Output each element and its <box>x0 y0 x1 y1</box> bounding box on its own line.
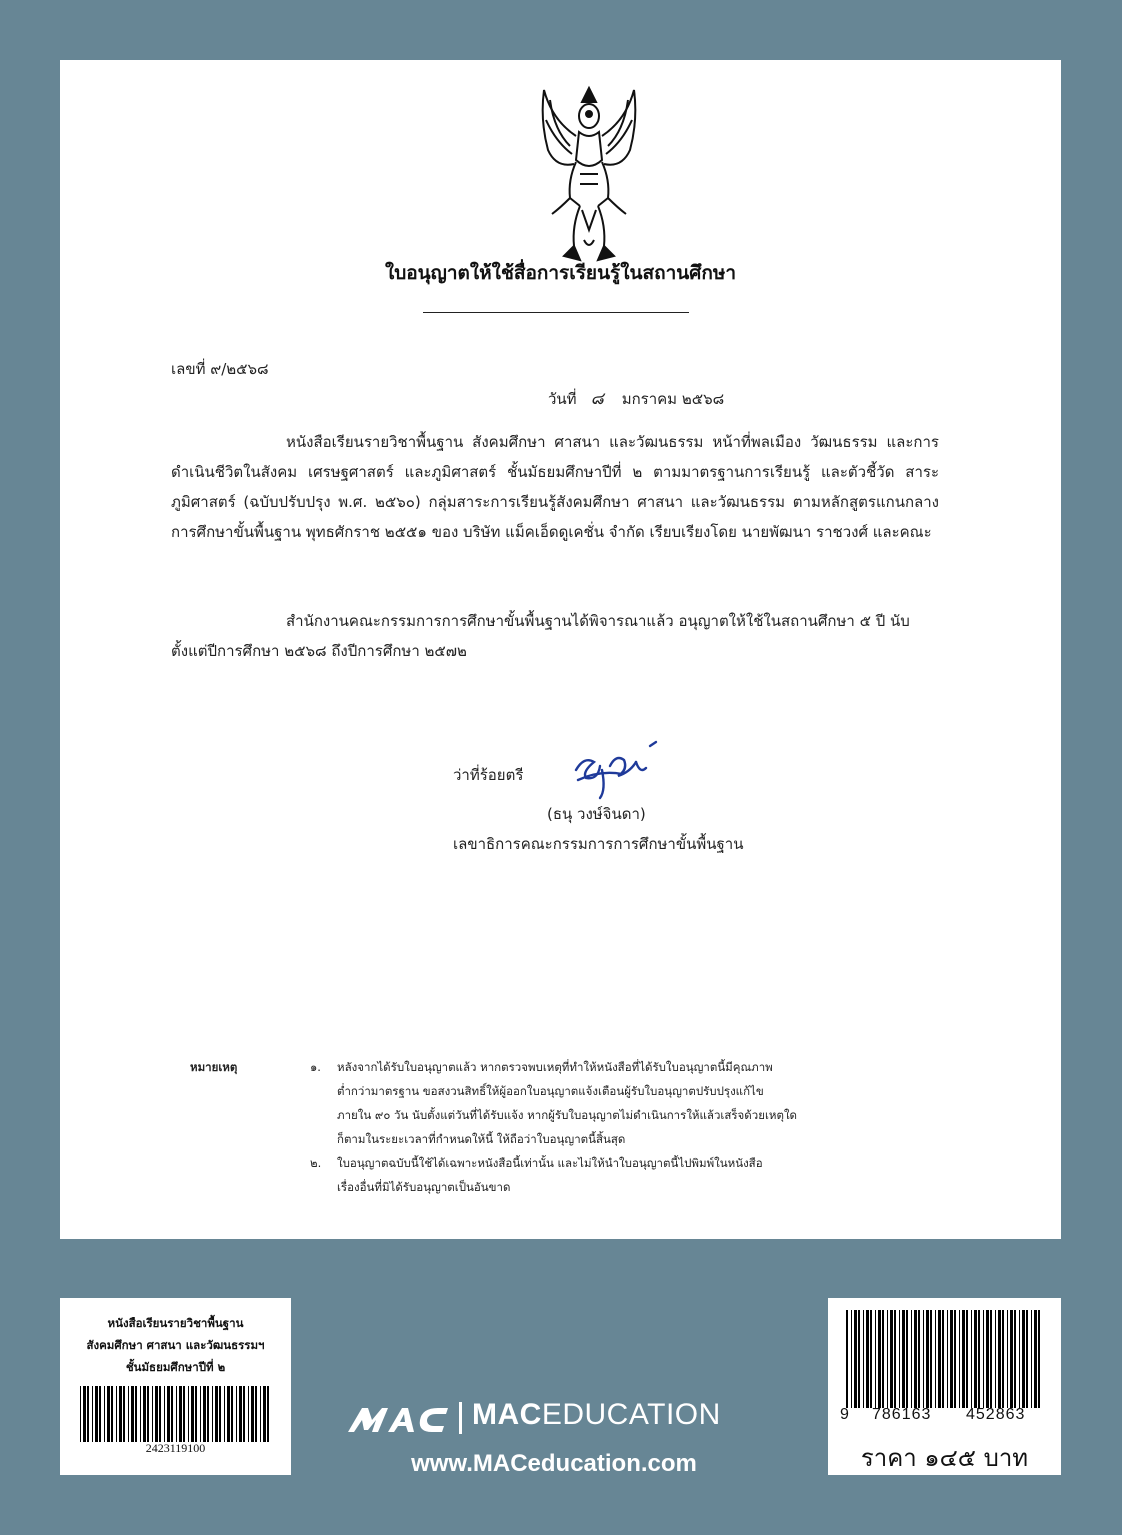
barcode-bar <box>902 1310 905 1408</box>
barcode-bar <box>846 1310 848 1408</box>
barcode-bar <box>152 1386 153 1442</box>
book-label <box>60 1298 291 1475</box>
barcode-bar <box>959 1310 960 1408</box>
signer-position: เลขาธิการคณะกรรมการการศึกษาขั้นพื้นฐาน <box>453 835 744 853</box>
barcode-bar <box>899 1310 900 1408</box>
barcode-bar <box>914 1310 917 1408</box>
barcode-bar <box>918 1310 920 1408</box>
barcode-bar <box>179 1386 182 1442</box>
barcode-bar <box>930 1310 932 1408</box>
barcode-bar <box>155 1386 158 1442</box>
barcode-bar <box>894 1310 896 1408</box>
barcode-bar <box>863 1310 864 1408</box>
barcode-bar <box>183 1386 185 1442</box>
barcode-bar <box>858 1310 860 1408</box>
barcode-bar <box>1002 1310 1004 1408</box>
barcode-bar <box>107 1386 110 1442</box>
barcode-bar <box>942 1310 944 1408</box>
barcode-bar <box>978 1310 980 1408</box>
barcode-bar <box>188 1386 189 1442</box>
barcode-bar <box>923 1310 924 1408</box>
barcode-bar <box>866 1310 869 1408</box>
barcode-bar <box>906 1310 908 1408</box>
barcode-bar <box>882 1310 884 1408</box>
barcode-bar <box>851 1310 852 1408</box>
barcode-bar <box>962 1310 965 1408</box>
date-prefix: วันที่ <box>548 390 577 408</box>
document-date <box>548 385 724 412</box>
isbn-digit-group-2: 452863 <box>966 1406 1026 1423</box>
note-line: ก็ตามในระยะเวลาที่กำหนดให้นี้ ให้ถือว่าใบอนุญาตนี้สิ้นสุด <box>337 1132 626 1146</box>
notes-label: หมายเหตุ <box>190 1060 238 1074</box>
garuda-emblem <box>530 80 648 270</box>
isbn-barcode-box <box>828 1298 1061 1475</box>
barcode-bar <box>164 1386 165 1442</box>
signer-rank: ว่าที่ร้อยตรี <box>453 766 524 784</box>
barcode-bar <box>947 1310 948 1408</box>
document-title: ใบอนุญาตให้ใช้สื่อการเรียนรู้ในสถานศึกษา <box>384 262 737 284</box>
barcode-bar <box>236 1386 237 1442</box>
barcode-bar <box>135 1386 137 1442</box>
price-label: ราคา ๑๔๕ บาท <box>860 1444 1029 1472</box>
barcode-bar <box>875 1310 876 1408</box>
barcode-bar <box>248 1386 249 1442</box>
barcode-bar <box>95 1386 98 1442</box>
barcode-bar <box>1034 1310 1037 1408</box>
note-number: ๒. <box>310 1156 322 1170</box>
book-code-barcode <box>78 1386 273 1442</box>
barcode-bar <box>119 1386 122 1442</box>
barcode-bar <box>104 1386 105 1442</box>
note-number: ๑. <box>310 1060 321 1074</box>
barcode-bar <box>231 1386 233 1442</box>
barcode-bar <box>1031 1310 1032 1408</box>
barcode-bar <box>251 1386 254 1442</box>
barcode-bar <box>176 1386 177 1442</box>
barcode-bar <box>887 1310 888 1408</box>
barcode-bar <box>219 1386 221 1442</box>
barcode-bar <box>255 1386 257 1442</box>
mac-logo <box>348 1404 450 1434</box>
date-rest: มกราคม ๒๕๖๘ <box>621 390 725 408</box>
document-number: เลขที่ ๙/๒๕๖๘ <box>171 360 269 378</box>
barcode-bar <box>131 1386 134 1442</box>
barcode-bar <box>207 1386 209 1442</box>
barcode-bar <box>111 1386 113 1442</box>
signature <box>570 740 662 802</box>
barcode-bar <box>1022 1310 1025 1408</box>
brand-name: MACEDUCATION <box>472 1398 721 1431</box>
barcode-bar <box>203 1386 206 1442</box>
barcode-bar <box>878 1310 881 1408</box>
barcode-bar <box>224 1386 225 1442</box>
barcode-bar <box>263 1386 266 1442</box>
isbn-barcode <box>844 1310 1044 1408</box>
barcode-bar <box>995 1310 996 1408</box>
barcode-bar <box>99 1386 101 1442</box>
barcode-bar <box>983 1310 984 1408</box>
barcode-bar <box>1010 1310 1013 1408</box>
barcode-bar <box>167 1386 170 1442</box>
barcode-bar <box>854 1310 857 1408</box>
barcode-bar <box>926 1310 929 1408</box>
barcode-bar <box>159 1386 161 1442</box>
barcode-bar <box>83 1386 86 1442</box>
body-paragraph-1: หนังสือเรียนรายวิชาพื้นฐาน สังคมศึกษา ศาสนา และวัฒนธรรม หน้าที่พลเมือง วัฒนธรรม และการดำเนินชีวิตในสังคม เศรษฐศาสตร์ และภูมิศาสตร์ ชั้นมัธยมศึกษาปีที่ ๒ ตามมาตรฐานการเรียนรู้ และตัวชี้วัด สาระภูมิศาสตร์ (ฉบับปรับปรุง พ.ศ. ๒๕๖๐) กลุ่มสาระการเรียนรู้สังคมศึกษา ศาสนา และวัฒนธรรม ตามหลักสูตรแกนกลางการศึกษาขั้นพื้นฐาน พุทธศักราช ๒๕๕๑ ของ บริษัท แม็คเอ็ดดูเคชั่น จำกัด เรียบเรียงโดย นายพัฒนา ราชวงศ์ และคณะ <box>171 433 939 541</box>
publisher-brand <box>348 1398 768 1442</box>
note-line: ภายใน ๙๐ วัน นับตั้งแต่วันที่ได้รับแจ้ง หากผู้รับใบอนุญาตไม่ดำเนินการให้แล้วเสร็จด้วยเหตุใด <box>337 1108 798 1122</box>
note-line: ต่ำกว่ามาตรฐาน ขอสงวนสิทธิ์ให้ผู้ออกใบอนุญาตแจ้งเตือนผู้รับใบอนุญาตปรับปรุงแก้ไข <box>337 1084 764 1098</box>
barcode-bar <box>1026 1310 1028 1408</box>
barcode-bar <box>954 1310 956 1408</box>
barcode-bar <box>938 1310 941 1408</box>
barcode-bar <box>140 1386 141 1442</box>
date-day: ๘ <box>590 389 604 409</box>
barcode-bar <box>227 1386 230 1442</box>
barcode-bar <box>935 1310 936 1408</box>
barcode-bar <box>971 1310 972 1408</box>
note-line: เรื่องอื่นที่มิได้รับอนุญาตเป็นอันขาด <box>337 1180 511 1194</box>
brand-separator <box>459 1402 462 1434</box>
book-label-line: หนังสือเรียนรายวิชาพื้นฐาน <box>107 1316 244 1330</box>
note-line: หลังจากได้รับใบอนุญาตแล้ว หากตรวจพบเหตุที่ทำให้หนังสือที่ได้รับใบอนุญาตนี้มีคุณภาพ <box>337 1060 773 1074</box>
barcode-bar <box>87 1386 89 1442</box>
book-label-line: สังคมศึกษา ศาสนา และวัฒนธรรมฯ <box>86 1338 265 1352</box>
barcode-bar <box>260 1386 261 1442</box>
license-document <box>60 60 1061 1239</box>
barcode-bar <box>974 1310 977 1408</box>
barcode-bar <box>990 1310 992 1408</box>
publisher-url[interactable]: www.MACeducation.com <box>411 1450 697 1477</box>
isbn-digit-prefix: 9 <box>840 1406 849 1423</box>
barcode-bar <box>92 1386 93 1442</box>
barcode-bar <box>890 1310 893 1408</box>
barcode-bar <box>171 1386 173 1442</box>
signer-name: (ธนุ วงษ์จินดา) <box>547 805 646 823</box>
barcode-bar <box>998 1310 1001 1408</box>
barcode-bar <box>243 1386 245 1442</box>
note-line: ใบอนุญาตฉบับนี้ใช้ได้เฉพาะหนังสือนี้เท่านั้น และไม่ให้นำใบอนุญาตนี้ไปพิมพ์ในหนังสือ <box>337 1156 763 1170</box>
title-underline <box>423 312 689 313</box>
book-label-line: ชั้นมัธยมศึกษาปีที่ ๒ <box>125 1360 226 1374</box>
barcode-bar <box>950 1310 953 1408</box>
barcode-bar <box>200 1386 201 1442</box>
barcode-bar <box>911 1310 912 1408</box>
barcode-bar <box>191 1386 194 1442</box>
barcode-bar <box>870 1310 872 1408</box>
barcode-bar <box>267 1386 269 1442</box>
barcode-bar <box>128 1386 129 1442</box>
barcode-bar <box>80 1386 81 1442</box>
barcode-bar <box>239 1386 242 1442</box>
barcode-bar <box>1014 1310 1016 1408</box>
barcode-bar <box>195 1386 197 1442</box>
barcode-bar <box>215 1386 218 1442</box>
barcode-bar <box>123 1386 125 1442</box>
barcode-bar <box>212 1386 213 1442</box>
barcode-bar <box>1038 1310 1040 1408</box>
book-code: 2423119100 <box>145 1441 206 1455</box>
isbn-digit-group-1: 786163 <box>872 1406 932 1423</box>
barcode-bar <box>116 1386 117 1442</box>
barcode-bar <box>986 1310 989 1408</box>
barcode-bar <box>1007 1310 1008 1408</box>
barcode-bar <box>966 1310 968 1408</box>
barcode-bar <box>143 1386 146 1442</box>
body-paragraph-2: สำนักงานคณะกรรมการการศึกษาขั้นพื้นฐานได้พิจารณาแล้ว อนุญาตให้ใช้ในสถานศึกษา ๕ ปี นับตั้งแต่ปีการศึกษา ๒๕๖๘ ถึงปีการศึกษา ๒๕๗๒ <box>171 612 910 660</box>
barcode-bar <box>147 1386 149 1442</box>
barcode-bar <box>1019 1310 1020 1408</box>
